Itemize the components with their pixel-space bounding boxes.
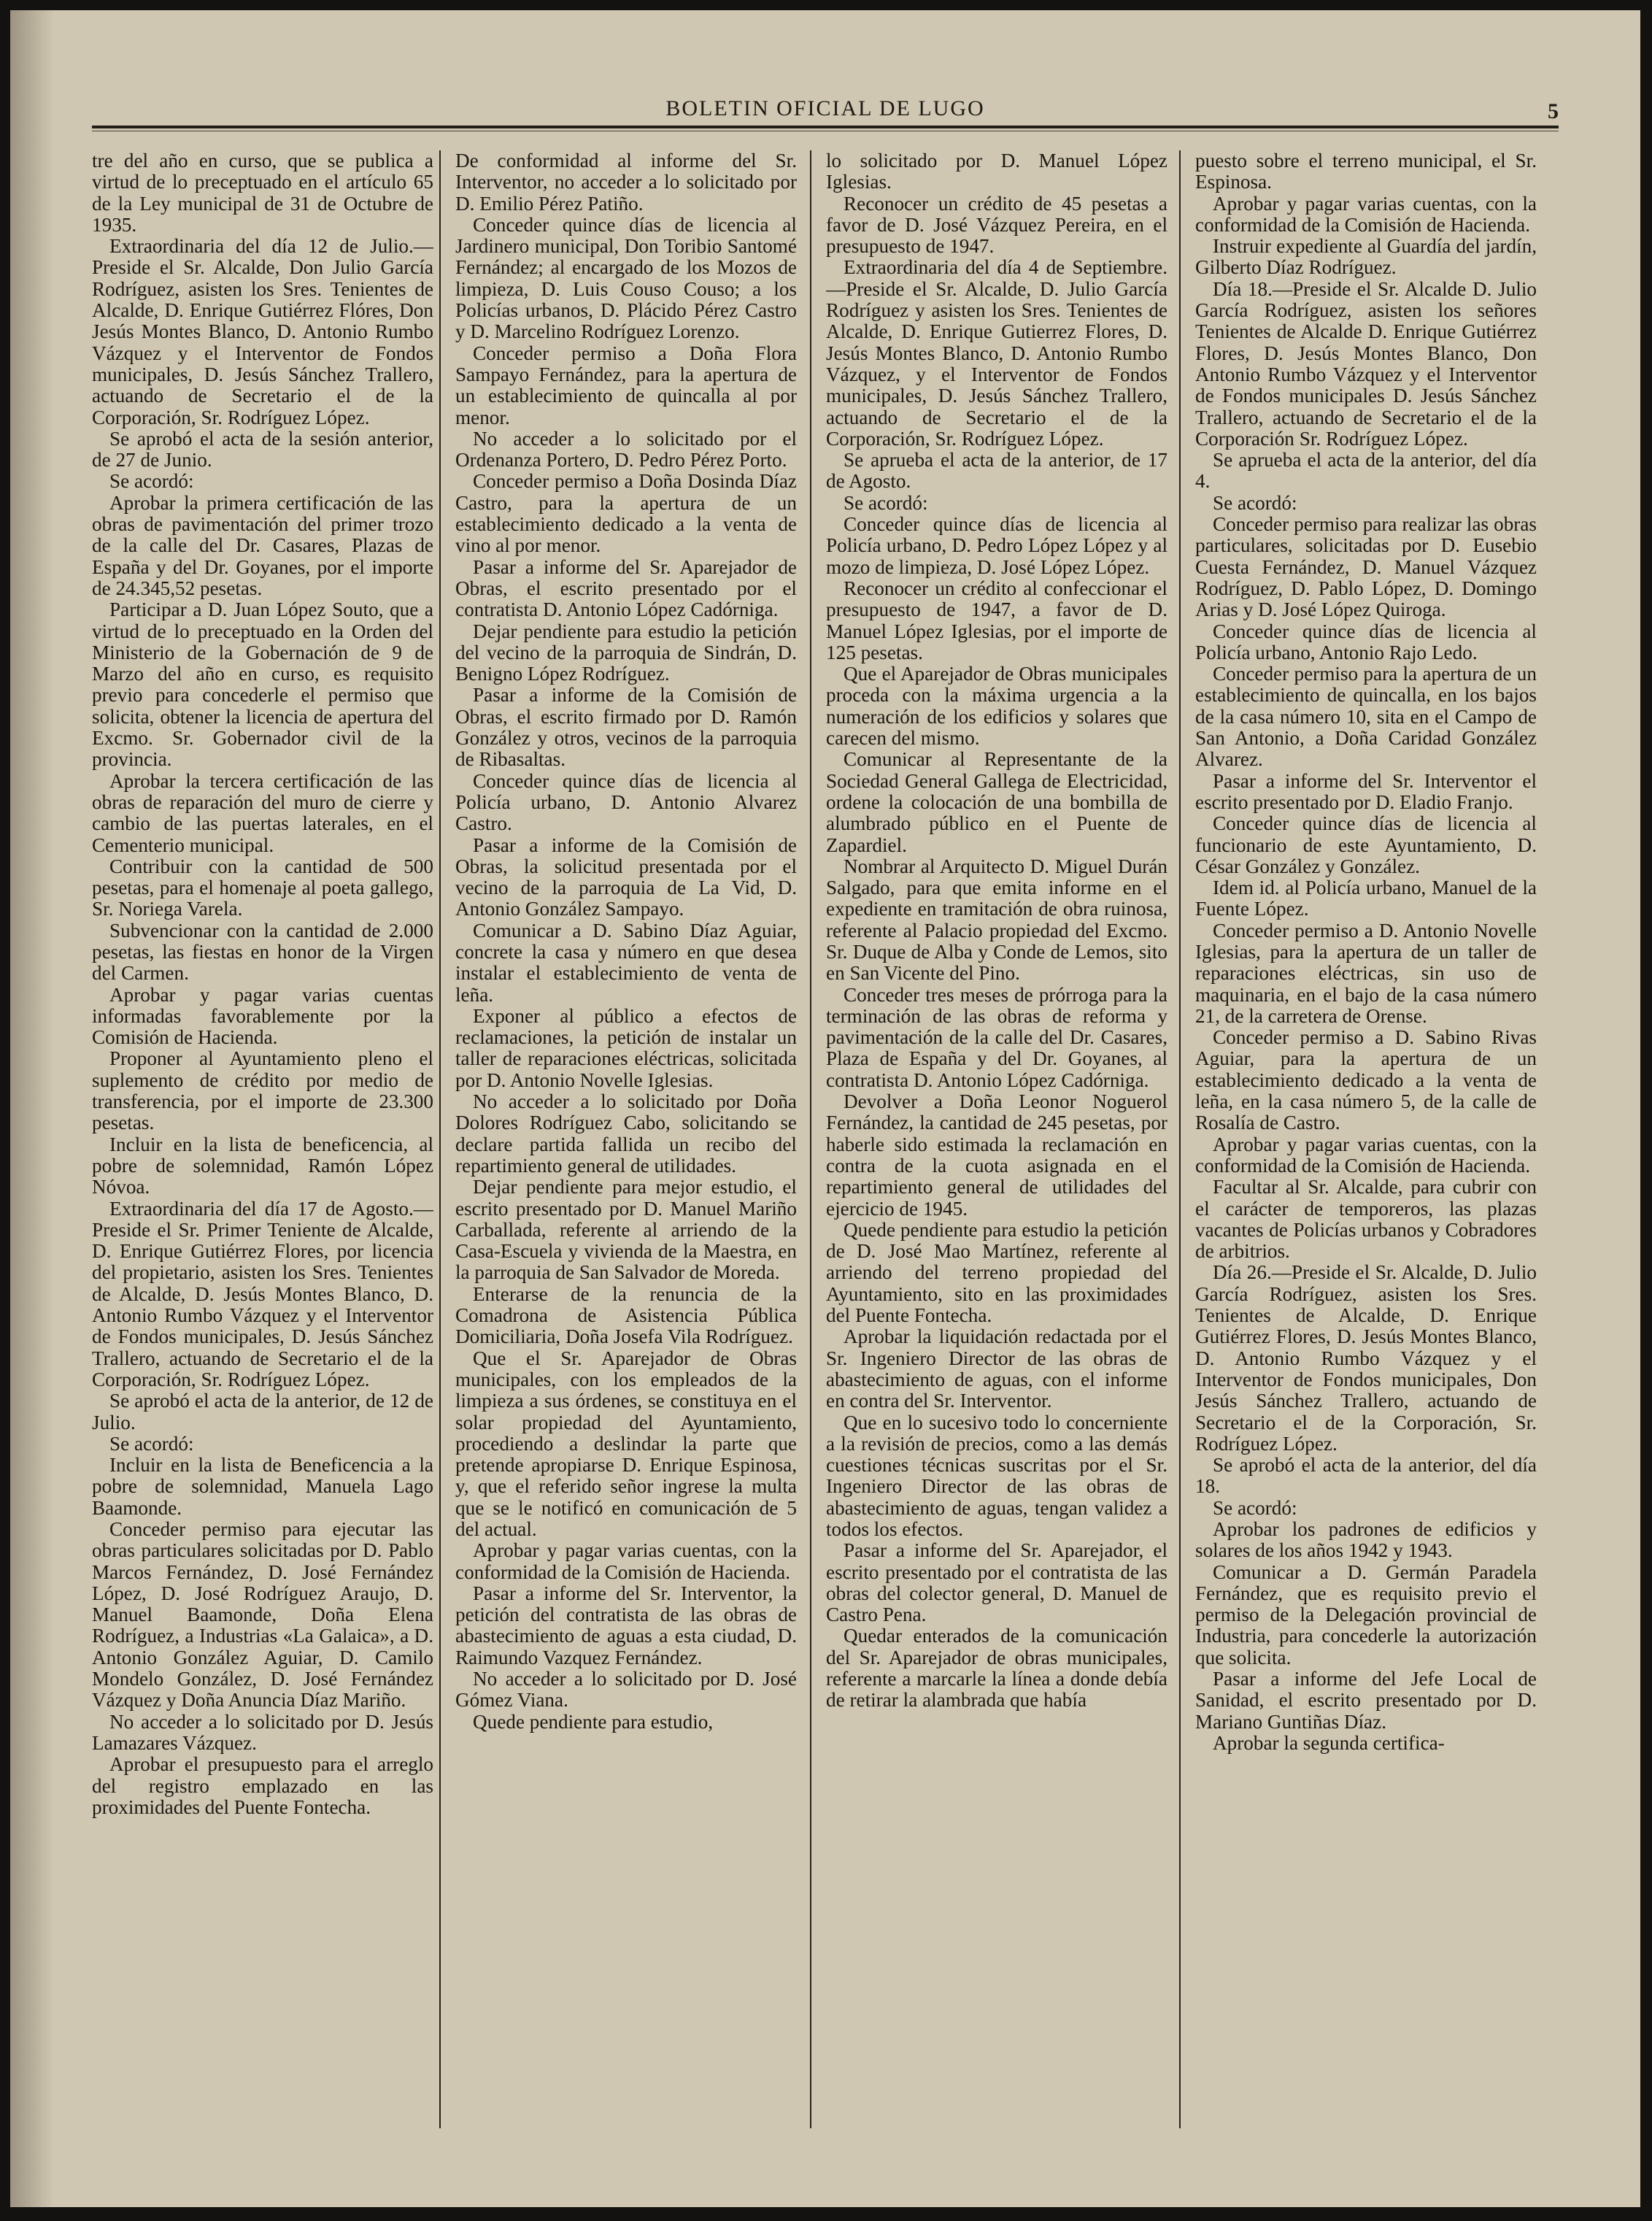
paragraph: Quede pendiente para estudio, <box>473 1710 714 1733</box>
paragraph: Se acordó: <box>1213 1496 1297 1519</box>
header-rule <box>92 126 1559 128</box>
paragraph: Devolver a Doña Leonor Noguerol Fernández, la cantidad de 245 pesetas, por haberle sido estimada la reclamación en contra de la cuota asignada en el repartimiento general de utilidades del ejercicio de 1945. <box>826 1090 1167 1220</box>
paragraph: Pasar a informe de la Comisión de Obras, el escrito firmado por D. Ramón González y otros, vecinos de la parroquia de Ribasaltas. <box>455 684 797 771</box>
paragraph: Contribuir con la cantidad de 500 pesetas, para el homenaje al poeta gallego, Sr. Noriega Varela. <box>92 855 433 920</box>
paragraph: Dejar pendiente para estudio la petición del vecino de la parroquia de Sindrán, D. Benigno López Rodríguez. <box>455 620 797 685</box>
paragraph: Instruir expediente al Guardía del jardín, Gilberto Díaz Rodríguez. <box>1195 235 1537 279</box>
column-divider <box>810 150 811 2128</box>
header-title: BOLETIN OFICIAL DE LUGO <box>665 96 985 120</box>
paragraph: Idem id. al Policía urbano, Manuel de la Fuente López. <box>1195 877 1537 920</box>
paragraph: Se aprueba el acta de la anterior, de 17 de Agosto. <box>826 449 1167 493</box>
paragraph: Pasar a informe de la Comisión de Obras, la solicitud presentada por el vecino de la parroquia de La Vid, D. Antonio González Sampayo. <box>455 834 797 920</box>
paragraph: Enterarse de la renuncia de la Comadrona de Asistencia Pública Domiciliaria, Doña Josefa Vila Rodríguez. <box>455 1282 797 1348</box>
paragraph: Quede pendiente para estudio la petición de D. José Mao Martínez, referente al arriendo del terreno propiedad del Ayuntamiento, sito en las proximidades del Puente Fontecha. <box>826 1218 1167 1327</box>
column-divider <box>1179 150 1181 2128</box>
paragraph: puesto sobre el terreno municipal, el Sr. Espinosa. <box>1195 150 1537 193</box>
paragraph: Se aprobó el acta de la sesión anterior, de 27 de Junio. <box>92 427 433 471</box>
paragraph: Día 26.—Preside el Sr. Alcalde, D. Julio García Rodríguez, asisten los Sres. Tenientes de Alcalde, D. Enrique Gutiérrez Flores, D. Jesús Montes Blanco, D. Antonio Rumbo Vázquez y el Interventor de Fondos municipales, Don Jesús Sánchez Trallero, actuando de Secretario el de la Corporación, Sr. Rodríguez López. <box>1195 1261 1537 1455</box>
text-column-2 <box>455 150 797 2194</box>
paragraph: Comunicar a D. Germán Paradela Fernández, que es requisito previo el permiso de la Delegación provincial de Industria, para concederle la autorización que solicita. <box>1195 1560 1537 1668</box>
paragraph: Comunicar al Representante de la Sociedad General Gallega de Electricidad, ordene la colocación de una bombilla de alumbrado público en el Puente de Zapardiel. <box>826 748 1167 856</box>
paragraph: Participar a D. Juan López Souto, que a virtud de lo preceptuado en la Orden del Ministerio de la Gobernación de 9 de Marzo del año en curso, es requisito previo para concederle el permiso que solicita, obtener la licencia de apertura del Excmo. Sr. Gobernador civil de la provincia. <box>92 598 433 771</box>
paragraph: Exponer al público a efectos de reclamaciones, la petición de instalar un taller de reparaciones eléctricas, solicitada por D. Antonio Novelle Iglesias. <box>455 1004 797 1091</box>
paragraph: Conceder tres meses de prórroga para la terminación de las obras de reforma y pavimentación de la calle del Dr. Casares, Plaza de España y del Dr. Goyanes, al contratista D. Antonio López Cadórniga. <box>826 983 1167 1091</box>
paragraph: Extraordinaria del día 17 de Agosto.—Preside el Sr. Primer Teniente de Alcalde, D. Enrique Gutiérrez Flores, por licencia del propietario, asisten los Sres. Tenientes de Alcalde, D. Jesús Montes Blanco, D. Antonio Rumbo Vázquez y el Interventor de Fondos municipales, D. Jesús Sánchez Trallero, actuando de Secretario el de la Corporación, Sr. Rodríguez López. <box>92 1197 433 1390</box>
page-header <box>92 93 1559 128</box>
paragraph: Pasar a informe del Sr. Aparejador de Obras, el escrito presentado por el contratista D. Antonio López Cadórniga. <box>455 555 797 621</box>
paragraph: De conformidad al informe del Sr. Interventor, no acceder a lo solicitado por D. Emilio Pérez Patiño. <box>455 150 797 215</box>
paragraph: Reconocer un crédito al confeccionar el presupuesto de 1947, a favor de D. Manuel López Iglesias, por el importe de 125 pesetas. <box>826 577 1167 663</box>
paragraph: Conceder quince días de licencia al Policía urbano, D. Antonio Alvarez Castro. <box>455 769 797 835</box>
column-divider <box>439 150 441 2128</box>
paragraph: Facultar al Sr. Alcalde, para cubrir con el carácter de temporeros, las plazas vacantes de Policías urbanos y Cobradores de arbitrios. <box>1195 1176 1537 1263</box>
paragraph: Se acordó: <box>109 1432 194 1455</box>
paragraph: Comunicar a D. Sabino Díaz Aguiar, concrete la casa y número en que desea instalar el establecimiento de venta de leña. <box>455 919 797 1006</box>
paragraph: Conceder permiso a D. Sabino Rivas Aguiar, para la apertura de un establecimiento dedicado a la venta de leña, en la casa número 5, de la calle de Rosalía de Castro. <box>1195 1026 1537 1134</box>
paragraph: Subvencionar con la cantidad de 2.000 pesetas, las fiestas en honor de la Virgen del Carmen. <box>92 919 433 985</box>
paragraph: Aprobar y pagar varias cuentas, con la conformidad de la Comisión de Hacienda. <box>1195 192 1537 236</box>
paragraph: Dejar pendiente para mejor estudio, el escrito presentado por D. Manuel Mariño Carballada, referente al arriendo de la Casa-Escuela y vivienda de la Maestra, en la parroquia de San Salvador de Moreda. <box>455 1176 797 1284</box>
paragraph: Extraordinaria del día 12 de Julio.—Preside el Sr. Alcalde, Don Julio García Rodríguez, asisten los Sres. Tenientes de Alcalde, D. Enrique Gutiérrez Flóres, Don Jesús Montes Blanco, D. Antonio Rumbo Vázquez y el Interventor de Fondos municipales, D. Jesús Sánchez Trallero, actuando de Secretario el de la Corporación, Sr. Rodríguez López. <box>92 235 433 428</box>
paragraph: Pasar a informe del Jefe Local de Sanidad, el escrito presentado por D. Mariano Guntiñas Díaz. <box>1195 1668 1537 1733</box>
paragraph: Aprobar y pagar varias cuentas, con la conformidad de la Comisión de Hacienda. <box>1195 1133 1537 1177</box>
paragraph: Aprobar el presupuesto para el arreglo del registro emplazado en las proximidades del Puente Fontecha. <box>92 1753 433 1818</box>
paragraph: Que el Aparejador de Obras municipales proceda con la máxima urgencia a la numeración de los edificios y solares que carecen del mismo. <box>826 663 1167 750</box>
page-edge-shadow <box>10 10 54 2207</box>
text-column-1 <box>92 150 433 2194</box>
paragraph: No acceder a lo solicitado por D. José Gómez Viana. <box>455 1668 797 1712</box>
paragraph: Conceder quince días de licencia al funcionario de este Ayuntamiento, D. César González y González. <box>1195 812 1537 877</box>
paragraph: Incluir en la lista de Beneficencia a la pobre de solemnidad, Manuela Lago Baamonde. <box>92 1454 433 1519</box>
text-column-3 <box>826 150 1167 2194</box>
paragraph: Quedar enterados de la comunicación del Sr. Aparejador de obras municipales, referente a marcarle la línea a donde debía de retirar la alambrada que había <box>826 1625 1167 1712</box>
paragraph: Pasar a informe del Sr. Interventor, la petición del contratista de las obras de abastecimiento de aguas a esta ciudad, D. Raimundo Vazquez Fernández. <box>455 1582 797 1668</box>
paragraph: Se acordó: <box>1213 491 1297 514</box>
paragraph: Que en lo sucesivo todo lo concerniente a la revisión de precios, como a las demás cuestiones técnicas suscritas por el Sr. Ingeniero Director de las obras de abastecimiento de aguas, tengan validez a todos los efectos. <box>826 1411 1167 1540</box>
text-column-4 <box>1195 150 1537 2194</box>
paragraph: tre del año en curso, que se publica a virtud de lo preceptuado en el artículo 65 de la Ley municipal de 31 de Octubre de 1935. <box>92 150 433 236</box>
paragraph: No acceder a lo solicitado por el Ordenanza Portero, D. Pedro Pérez Porto. <box>455 427 797 471</box>
paragraph: No acceder a lo solicitado por D. Jesús Lamazares Vázquez. <box>92 1710 433 1754</box>
paragraph: Que el Sr. Aparejador de Obras municipales, con los empleados de la limpieza a sus órdenes, se constituya en el solar propiedad del Ayuntamiento, procediendo a deslindar la parte que pretende apropiarse D. Enrique Espinosa, y, que el referido señor ingrese la multa que se le notificó en comunicación de 5 del actual. <box>455 1347 797 1540</box>
paragraph: Conceder quince días de licencia al Jardinero municipal, Don Toribio Santomé Fernández; al encargado de los Mozos de limpieza, D. Luis Couso Couso; a los Policías urbanos, D. Plácido Pérez Castro y D. Marcelino Rodríguez Lorenzo. <box>455 213 797 343</box>
paragraph: Se acordó: <box>844 491 928 514</box>
paragraph: Conceder permiso para ejecutar las obras particulares solicitadas por D. Pablo Marcos Fernández, D. José Fernández López, D. José Rodríguez Araujo, D. Manuel Baamonde, Doña Elena Rodríguez, a Industrias «La Galaica», a D. Antonio González Aguiar, D. Camilo Mondelo González, D. José Fernández Vázquez y Doña Anuncia Díaz Mariño. <box>92 1518 433 1712</box>
paragraph: Nombrar al Arquitecto D. Miguel Durán Salgado, para que emita informe en el expediente en tramitación de obra ruinosa, referente al Palacio propiedad del Excmo. Sr. Duque de Alba y Conde de Lemos, sito en San Vicente del Pino. <box>826 855 1167 985</box>
newspaper-page <box>10 10 1640 2207</box>
paragraph: Pasar a informe del Sr. Interventor el escrito presentado por D. Eladio Franjo. <box>1195 769 1537 813</box>
paragraph: Conceder permiso a Doña Dosinda Díaz Castro, para la apertura de un establecimiento dedicado a la venta de vino al por menor. <box>455 470 797 557</box>
paragraph: Conceder permiso para realizar las obras particulares, solicitadas por D. Eusebio Cuesta Fernández, D. Manuel Vázquez Rodríguez, D. Pablo López, D. Domingo Arias y D. José López Quiroga. <box>1195 513 1537 621</box>
paragraph: Aprobar la tercera certificación de las obras de reparación del muro de cierre y cambio de las puertas laterales, en el Cementerio municipal. <box>92 769 433 856</box>
paragraph: Extraordinaria del día 4 de Septiembre.—Preside el Sr. Alcalde, D. Julio García Rodríguez y asisten los Sres. Tenientes de Alcalde, D. Enrique Gutierrez Flores, D. Jesús Montes Blanco, D. Antonio Rumbo Vázquez, y el Interventor de Fondos municipales, D. Jesús Sánchez Trallero, actuando de Secretario el de la Corporación, Sr. Rodríguez López. <box>826 256 1167 450</box>
page-number: 5 <box>1548 99 1559 123</box>
paragraph: lo solicitado por D. Manuel López Iglesias. <box>826 150 1167 193</box>
paragraph: Se acordó: <box>109 470 194 493</box>
paragraph: Pasar a informe del Sr. Aparejador, el escrito presentado por el contratista de las obras del colector general, D. Manuel de Castro Pena. <box>826 1539 1167 1626</box>
paragraph: Aprobar la segunda certifica- <box>1213 1731 1445 1754</box>
paragraph: Conceder permiso para la apertura de un establecimiento de quincalla, en los bajos de la casa número 10, sita en el Campo de San Antonio, a Doña Caridad González Alvarez. <box>1195 663 1537 771</box>
paragraph: Conceder quince días de licencia al Policía urbano, D. Pedro López López y al mozo de limpieza, D. José López López. <box>826 513 1167 578</box>
paragraph: Aprobar y pagar varias cuentas informadas favorablemente por la Comisión de Hacienda. <box>92 983 433 1049</box>
paragraph: Reconocer un crédito de 45 pesetas a favor de D. José Vázquez Pereira, en el presupuesto de 1947. <box>826 192 1167 258</box>
paragraph: Conceder quince días de licencia al Policía urbano, Antonio Rajo Ledo. <box>1195 620 1537 663</box>
paragraph: Día 18.—Preside el Sr. Alcalde D. Julio García Rodríguez, asisten los señores Tenientes de Alcalde D. Enrique Gutiérrez Flores, D. Jesús Montes Blanco, Don Antonio Rumbo Vázquez y el Interventor de Fondos municipales D. Jesús Sánchez Trallero, actuando de Secretario el de la Corporación Sr. Rodríguez López. <box>1195 277 1537 450</box>
paragraph: Aprobar los padrones de edificios y solares de los años 1942 y 1943. <box>1195 1518 1537 1562</box>
paragraph: Se aprueba el acta de la anterior, del día 4. <box>1195 449 1537 493</box>
paragraph: Incluir en la lista de beneficencia, al pobre de solemnidad, Ramón López Nóvoa. <box>92 1133 433 1198</box>
paragraph: Aprobar la liquidación redactada por el Sr. Ingeniero Director de las obras de abastecimiento de aguas, con el informe en contra del Sr. Interventor. <box>826 1325 1167 1412</box>
paragraph: Se aprobó el acta de la anterior, de 12 de Julio. <box>92 1390 433 1433</box>
paragraph: No acceder a lo solicitado por Doña Dolores Rodríguez Cabo, solicitando se declare partida fallida un recibo del repartimiento general de utilidades. <box>455 1090 797 1177</box>
paragraph: Aprobar y pagar varias cuentas, con la conformidad de la Comisión de Hacienda. <box>455 1539 797 1583</box>
paragraph: Proponer al Ayuntamiento pleno el suplemento de crédito por medio de transferencia, por el importe de 23.300 pesetas. <box>92 1047 433 1134</box>
paragraph: Conceder permiso a Doña Flora Sampayo Fernández, para la apertura de un establecimiento de quincalla al por menor. <box>455 342 797 428</box>
paragraph: Conceder permiso a D. Antonio Novelle Iglesias, para la apertura de un taller de reparaciones eléctricas, sin uso de maquinaria, en el bajo de la casa número 21, de la carretera de Orense. <box>1195 919 1537 1027</box>
paragraph: Aprobar la primera certificación de las obras de pavimentación del primer trozo de la calle del Dr. Casares, Plazas de España y del Dr. Goyanes, por el importe de 24.345,52 pesetas. <box>92 491 433 599</box>
paragraph: Se aprobó el acta de la anterior, del día 18. <box>1195 1454 1537 1498</box>
